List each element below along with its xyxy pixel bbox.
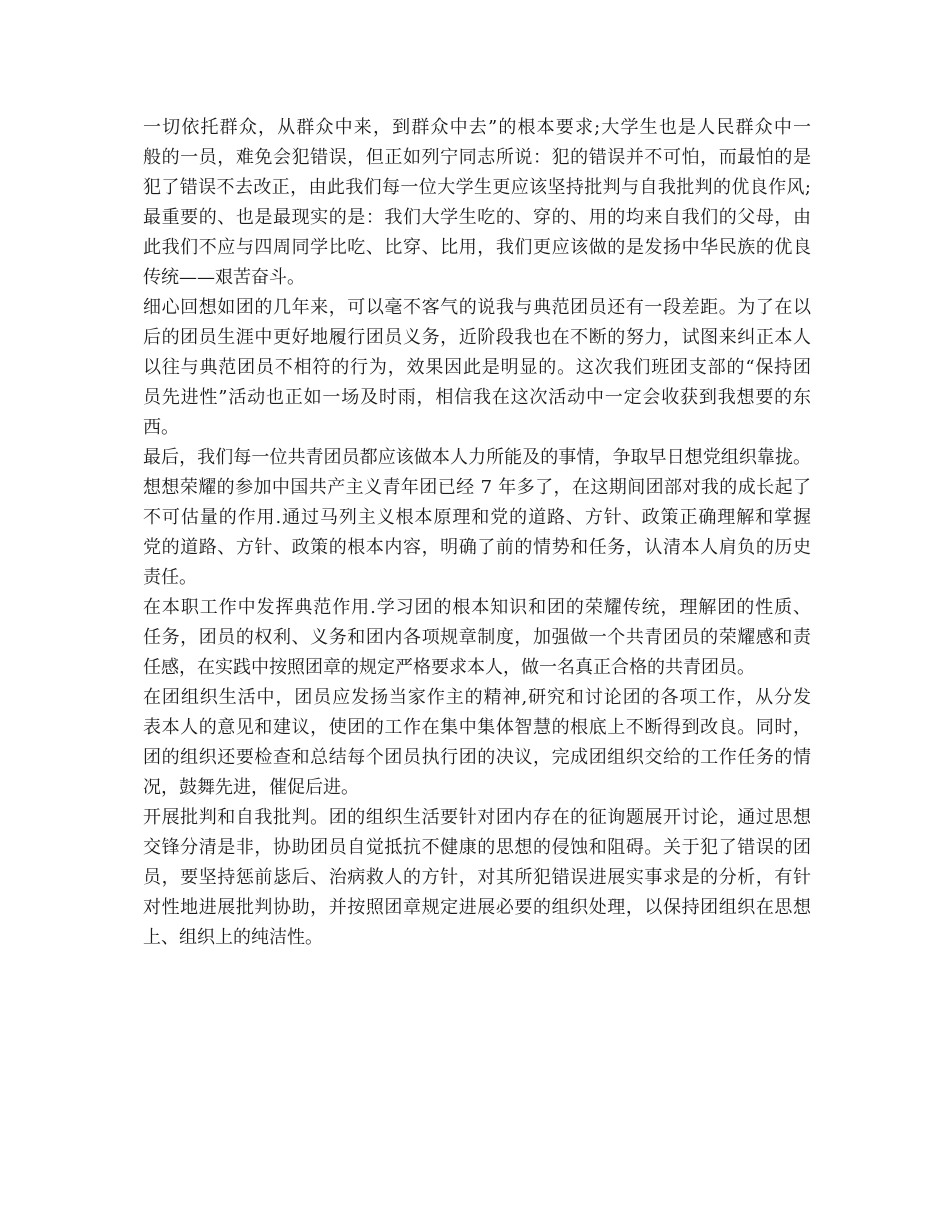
text-line: 传统——艰苦奋斗。 [143,267,305,288]
paragraph [143,443,811,593]
text-line: 责任。 [143,567,197,588]
text-line: 此我们不应与四周同学比吃、比穿、比用，我们更应该做的是发扬中华民族的优良 [143,237,811,258]
text-line: 在本职工作中发挥典范作用.学习团的根本知识和团的荣耀传统，理解团的性质、 [143,597,811,618]
text-line: 况，鼓舞先进，催促后进。 [143,777,359,798]
paragraph [143,683,811,803]
text-line: 细心回想如团的几年来，可以毫不客气的说我与典范团员还有一段差距。为了在以 [143,297,811,318]
text-line: 想想荣耀的参加中国共产主义青年团已经 7 年多了，在这期间团部对我的成长起了 [143,477,811,498]
text-line: 最重要的、也是最现实的是：我们大学生吃的、穿的、用的均来自我们的父母，由 [143,207,811,228]
text-line: 不可估量的作用.通过马列主义根本原理和党的道路、方针、政策正确理解和掌握 [143,507,811,528]
text-line: 开展批判和自我批判。团的组织生活要针对团内存在的征询题展开讨论，通过思想 [143,807,811,828]
text-line: 犯了错误不去改正，由此我们每一位大学生更应该坚持批判与自我批判的优良作风; [143,177,811,198]
text-line: 员，要坚持惩前毖后、治病救人的方针，对其所犯错误进展实事求是的分析，有针 [143,867,811,888]
text-line: 般的一员，难免会犯错误，但正如列宁同志所说：犯的错误并不可怕，而最怕的是 [143,147,811,168]
text-line: 任感，在实践中按照团章的规定严格要求本人，做一名真正合格的共青团员。 [143,657,755,678]
text-line: 员先进性”活动也正如一场及时雨，相信我在这次活动中一定会收获到我想要的东 [143,387,811,408]
text-line: 对性地进展批判协助，并按照团章规定进展必要的组织处理，以保持团组织在思想 [143,897,811,918]
text-line: 最后，我们每一位共青团员都应该做本人力所能及的事情，争取早日想党组织靠拢。 [143,447,811,468]
text-line: 任务，团员的权利、义务和团内各项规章制度，加强做一个共青团员的荣耀感和责 [143,627,811,648]
paragraph [143,293,811,443]
text-line: 表本人的意见和建议，使团的工作在集中集体智慧的根底上不断得到改良。同时， [143,717,811,738]
text-line: 以往与典范团员不相符的行为，效果因此是明显的。这次我们班团支部的“保持团 [143,357,811,378]
text-line: 后的团员生涯中更好地履行团员义务，近阶段我也在不断的努力，试图来纠正本人 [143,327,811,348]
text-line: 交锋分清是非，协助团员自觉抵抗不健康的思想的侵蚀和阻碍。关于犯了错误的团 [143,837,811,858]
document-body [143,113,811,953]
paragraph [143,113,811,293]
paragraph [143,593,811,683]
paragraph [143,803,811,953]
text-line: 上、组织上的纯洁性。 [143,927,323,948]
text-line: 团的组织还要检查和总结每个团员执行团的决议，完成团组织交给的工作任务的情 [143,747,811,768]
text-line: 在团组织生活中，团员应发扬当家作主的精神,研究和讨论团的各项工作，从分发 [143,687,811,708]
text-line: 一切依托群众，从群众中来，到群众中去”的根本要求;大学生也是人民群众中一 [143,117,811,138]
text-line: 党的道路、方针、政策的根本内容，明确了前的情势和任务，认清本人肩负的历史 [143,537,811,558]
text-line: 西。 [143,417,179,438]
